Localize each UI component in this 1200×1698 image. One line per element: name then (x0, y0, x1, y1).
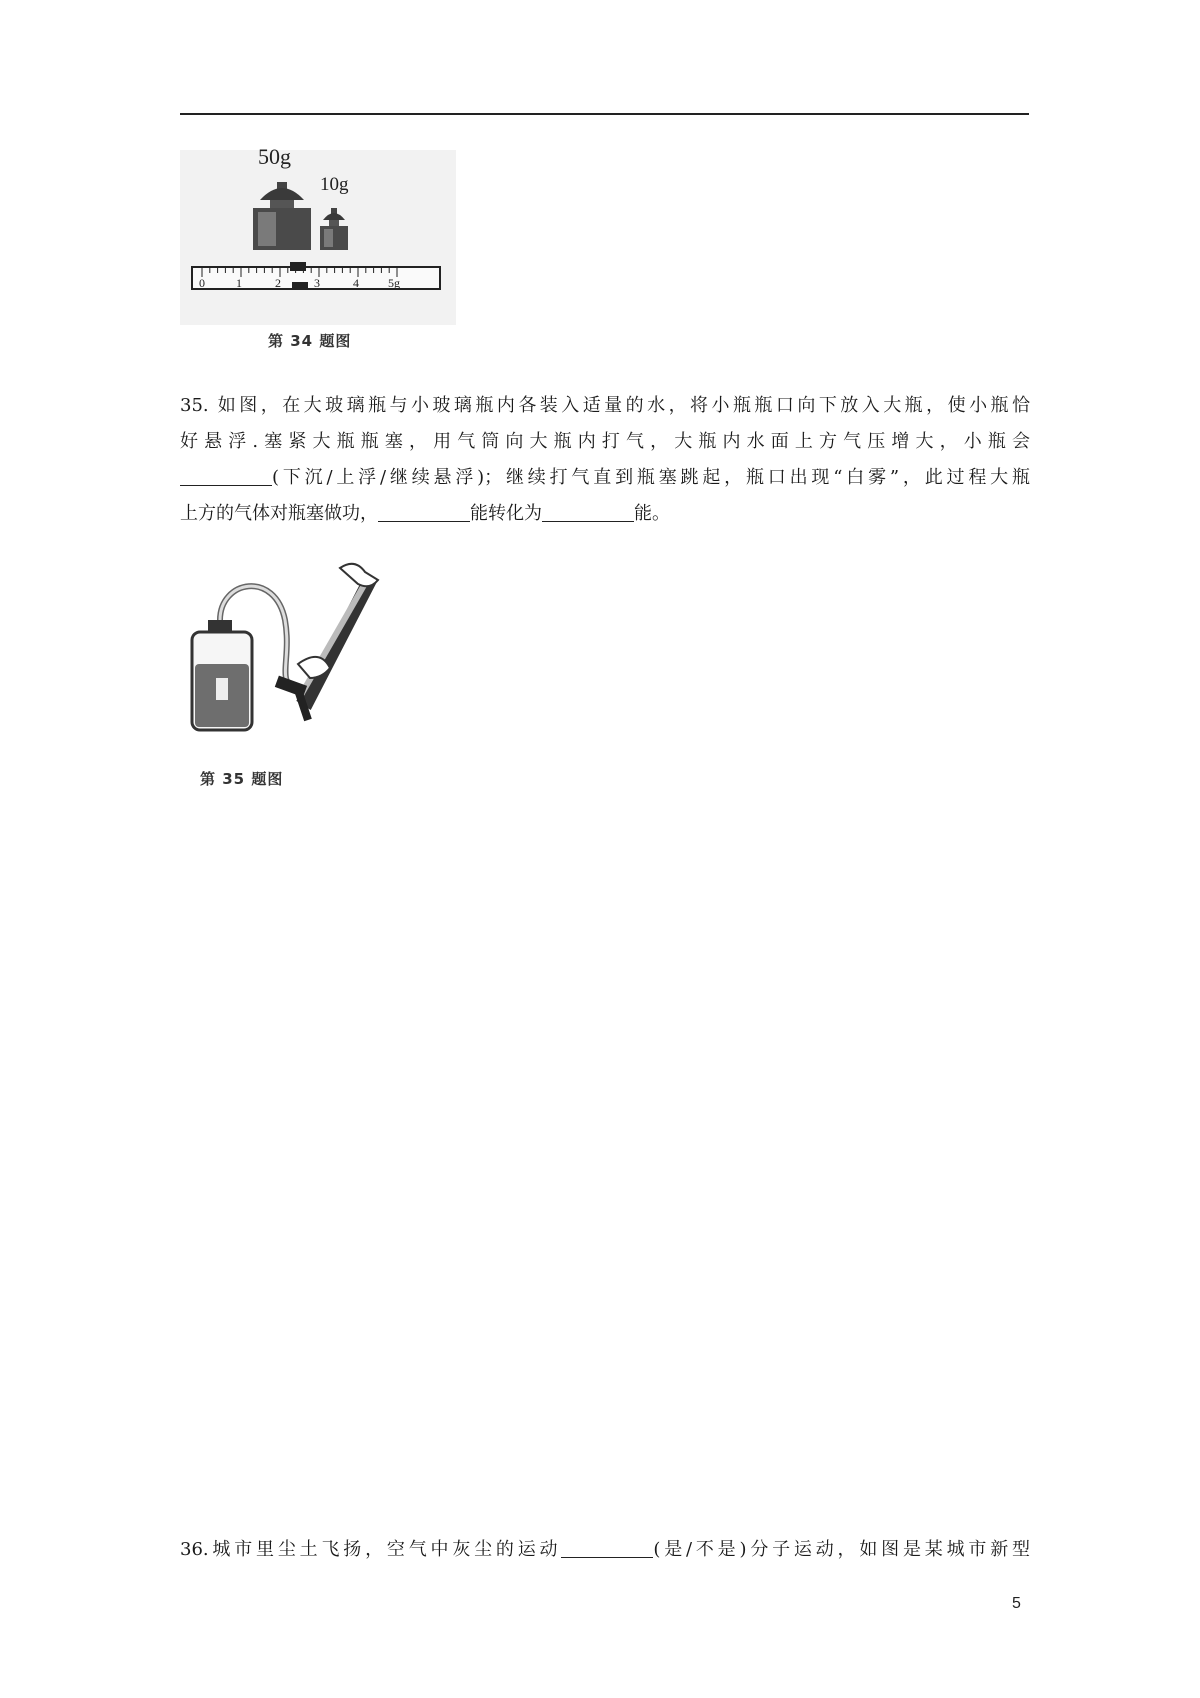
scale-tick-label: 5g (388, 276, 400, 290)
figure-35 (180, 560, 400, 792)
figure-34 (180, 144, 456, 362)
weight-label-50g: 50g (258, 144, 291, 169)
header-rule (180, 113, 1029, 115)
scale-tick-label: 3 (314, 276, 320, 290)
question-35-line-1: 35. 如图，在大玻璃瓶与小玻璃瓶内各装入适量的水，将小瓶瓶口向下放入大瓶，使小瓶恰 (180, 395, 1030, 416)
scale-tick-label: 0 (199, 276, 205, 290)
figure-35-caption: 第 35 题图 (200, 770, 284, 788)
question-36-line-1 (180, 1532, 1030, 1568)
page-number: 5 (1012, 1595, 1021, 1612)
question-35-line-4-start: 上方的气体对瓶塞做功， (180, 503, 378, 524)
figure-34-caption: 第 34 题图 (268, 332, 352, 350)
question-36-end: (是/不是)分子运动，如图是某城市新型 (653, 1539, 1031, 1560)
answer-blank[interactable] (561, 1539, 653, 1558)
question-36-start: 36.城市里尘土飞扬，空气中灰尘的运动 (180, 1539, 562, 1560)
scale-tick-label: 2 (275, 276, 281, 290)
scale-tick-label: 1 (236, 276, 242, 290)
question-35-line-4-end: 能。 (634, 503, 670, 524)
figure-35-drawing (180, 560, 400, 792)
question-35-line-3 (180, 460, 1030, 496)
weight-label-10g: 10g (320, 174, 349, 195)
scale-tick-label: 4 (353, 276, 359, 290)
answer-blank[interactable] (378, 503, 470, 522)
answer-blank[interactable] (542, 503, 634, 522)
question-35-line-4-mid: 能转化为 (470, 503, 542, 524)
question-35-options-text: (下沉/上浮/继续悬浮)；继续打气直到瓶塞跳起，瓶口出现“白雾”，此过程大瓶 (272, 467, 1030, 488)
answer-blank[interactable] (180, 467, 272, 486)
question-35-line-4 (180, 496, 1030, 532)
question-35-line-2: 好悬浮.塞紧大瓶瓶塞，用气筒向大瓶内打气，大瓶内水面上方气压增大，小瓶会 (180, 431, 1030, 452)
